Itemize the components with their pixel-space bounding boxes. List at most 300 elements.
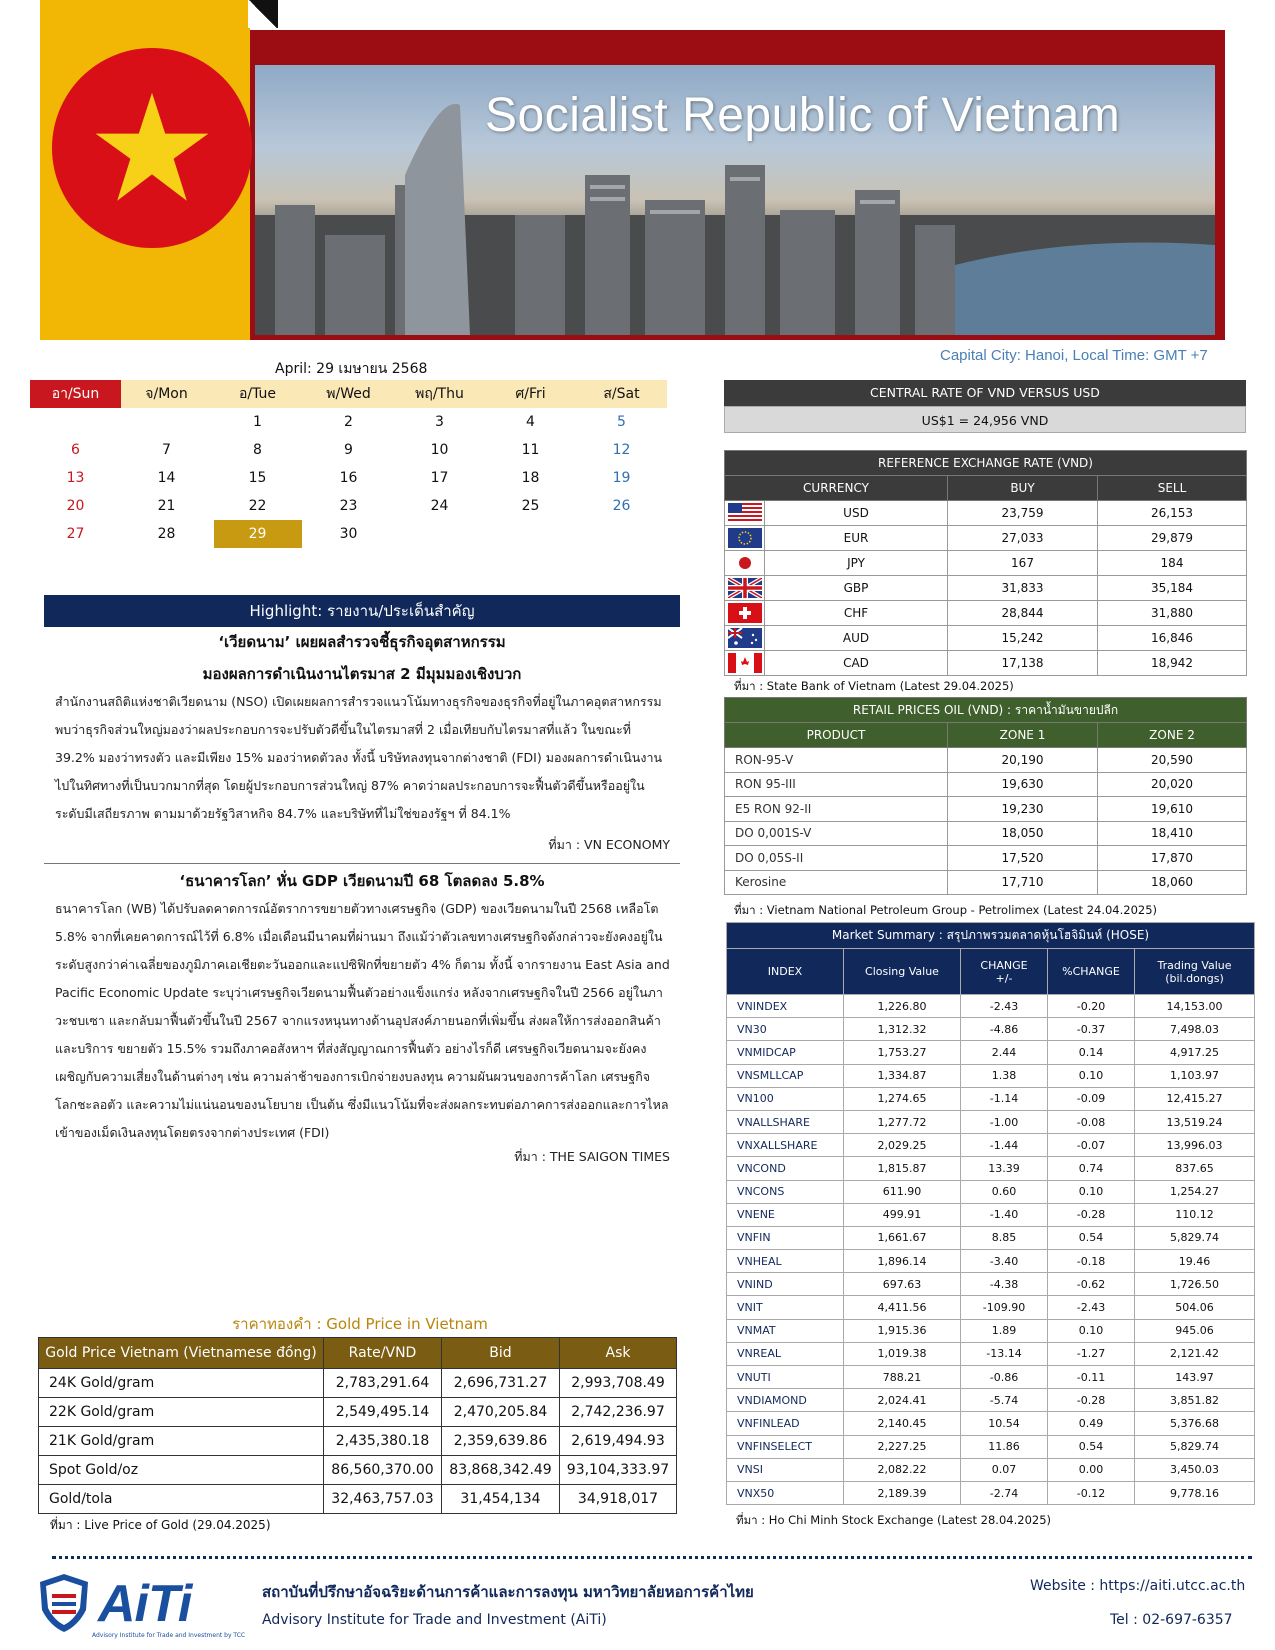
- market-row: [727, 1273, 1255, 1296]
- fx-row: [725, 651, 1247, 676]
- oil-column-row: [725, 723, 1247, 748]
- market-trading-value: 5,829.74: [1135, 1226, 1255, 1249]
- news2-source: ที่มา : THE SAIGON TIMES: [514, 1149, 670, 1164]
- market-closing: 1,019.38: [844, 1342, 961, 1365]
- oil-product: E5 RON 92-II: [725, 797, 948, 822]
- capital-info: Capital City: Hanoi, Local Time: GMT +7: [940, 347, 1208, 364]
- org-name-thai: สถาบันที่ปรึกษาอัจฉริยะด้านการค้าและการลงทุน มหาวิทยาลัยหอการค้าไทย: [262, 1583, 754, 1601]
- market-change: -4.38: [961, 1273, 1048, 1296]
- market-change: -3.40: [961, 1250, 1048, 1273]
- market-index: VNFINSELECT: [727, 1435, 844, 1458]
- market-index: VNDIAMOND: [727, 1389, 844, 1412]
- calendar-day: 7: [162, 442, 171, 458]
- market-pct-change: -0.20: [1048, 995, 1135, 1018]
- market-index: VNENE: [727, 1203, 844, 1226]
- fx-buy: 23,759: [948, 501, 1098, 526]
- calendar-day: 9: [344, 442, 353, 458]
- calendar-day: 4: [526, 414, 535, 430]
- fx-buy: 28,844: [948, 601, 1098, 626]
- calendar-day: [394, 520, 485, 548]
- market-change: -4.86: [961, 1018, 1048, 1041]
- oil-product: DO 0,05S-II: [725, 846, 948, 871]
- market-change: -1.40: [961, 1203, 1048, 1226]
- gold-price-table: [38, 1337, 677, 1514]
- day-header-sun: อา/Sun: [30, 380, 121, 408]
- calendar-week-row: [30, 408, 667, 436]
- ca-flag-icon: [725, 651, 765, 676]
- market-row: [727, 1366, 1255, 1389]
- market-trading-value: 9,778.16: [1135, 1481, 1255, 1504]
- market-change: -1.44: [961, 1134, 1048, 1157]
- calendar-day: 16: [339, 470, 358, 486]
- market-row: [727, 1041, 1255, 1064]
- oil-zone2: 18,410: [1098, 821, 1247, 846]
- market-pct-change: -0.09: [1048, 1087, 1135, 1110]
- market-trading-value: 945.06: [1135, 1319, 1255, 1342]
- market-closing: 4,411.56: [844, 1296, 961, 1319]
- corner-decoration: [248, 0, 278, 28]
- footer-divider: [52, 1556, 1252, 1559]
- market-closing: 611.90: [844, 1180, 961, 1203]
- market-col-index: INDEX: [727, 949, 844, 995]
- market-col-pct: %CHANGE: [1048, 949, 1135, 995]
- oil-zone2: 17,870: [1098, 846, 1247, 871]
- gold-ask: 2,993,708.49: [560, 1369, 677, 1398]
- market-row: [727, 1018, 1255, 1041]
- jp-flag-icon: [725, 551, 765, 576]
- oil-row: [725, 797, 1247, 822]
- news1-source: ที่มา : VN ECONOMY: [548, 837, 670, 852]
- gold-col-rate: Rate/VND: [324, 1338, 442, 1369]
- calendar-day: 24: [430, 498, 449, 514]
- calendar-title: April: 29 เมษายน 2568: [275, 361, 428, 377]
- gold-item: 24K Gold/gram: [39, 1369, 324, 1398]
- market-closing: 1,753.27: [844, 1041, 961, 1064]
- market-trading-value: 837.65: [1135, 1157, 1255, 1180]
- calendar-day: 15: [248, 470, 267, 486]
- market-closing: 2,024.41: [844, 1389, 961, 1412]
- fx-currency: JPY: [765, 551, 948, 576]
- market-pct-change: -0.08: [1048, 1110, 1135, 1133]
- market-pct-change: 0.74: [1048, 1157, 1135, 1180]
- market-row: [727, 1458, 1255, 1481]
- uk-flag-icon: [725, 576, 765, 601]
- calendar-day: 5: [617, 414, 626, 430]
- gold-ask: 2,742,236.97: [560, 1398, 677, 1427]
- market-index: VNFIN: [727, 1226, 844, 1249]
- market-index: VNSI: [727, 1458, 844, 1481]
- gold-bid: 83,868,342.49: [442, 1456, 560, 1485]
- gold-rate: 2,549,495.14: [324, 1398, 442, 1427]
- market-trading-value: 7,498.03: [1135, 1018, 1255, 1041]
- gold-col-name: Gold Price Vietnam (Vietnamese đồng): [39, 1338, 324, 1369]
- fx-sell: 29,879: [1098, 526, 1247, 551]
- market-index: VNALLSHARE: [727, 1110, 844, 1133]
- oil-col-zone1: ZONE 1: [948, 723, 1098, 748]
- calendar-day: 19: [612, 470, 631, 486]
- market-trading-value: 110.12: [1135, 1203, 1255, 1226]
- market-pct-change: 0.54: [1048, 1226, 1135, 1249]
- market-change: -2.74: [961, 1481, 1048, 1504]
- fx-row: [725, 551, 1247, 576]
- market-column-row: [727, 949, 1255, 995]
- market-trading-value: 19.46: [1135, 1250, 1255, 1273]
- market-pct-change: 0.54: [1048, 1435, 1135, 1458]
- calendar-day: 10: [430, 442, 449, 458]
- eu-flag-icon: [725, 526, 765, 551]
- gold-row: [39, 1369, 677, 1398]
- aiti-tagline: Advisory Institute for Trade and Investment by TCC: [92, 1632, 246, 1639]
- calendar-week-row: [30, 436, 667, 464]
- fx-header: REFERENCE EXCHANGE RATE (VND): [725, 451, 1247, 476]
- market-closing: 1,896.14: [844, 1250, 961, 1273]
- market-index: VNFINLEAD: [727, 1412, 844, 1435]
- oil-product: DO 0,001S-V: [725, 821, 948, 846]
- calendar-day: 14: [157, 470, 176, 486]
- calendar-day: 3: [435, 414, 444, 430]
- gold-bid: 2,470,205.84: [442, 1398, 560, 1427]
- fx-row: [725, 601, 1247, 626]
- gold-item: Gold/tola: [39, 1485, 324, 1514]
- calendar-day: 25: [521, 498, 540, 514]
- gold-item: 22K Gold/gram: [39, 1398, 324, 1427]
- market-trading-value: 12,415.27: [1135, 1087, 1255, 1110]
- market-col-change: [961, 949, 1048, 995]
- market-change: 2.44: [961, 1041, 1048, 1064]
- oil-row: [725, 748, 1247, 773]
- market-closing: 2,082.22: [844, 1458, 961, 1481]
- oil-row: [725, 772, 1247, 797]
- oil-zone1: 20,190: [948, 748, 1098, 773]
- market-trading-value: 13,519.24: [1135, 1110, 1255, 1133]
- oil-zone1: 17,520: [948, 846, 1098, 871]
- fx-row: [725, 626, 1247, 651]
- central-rate-header: CENTRAL RATE OF VND VERSUS USD: [724, 380, 1246, 406]
- market-index: VNIND: [727, 1273, 844, 1296]
- market-row: [727, 1389, 1255, 1412]
- market-closing: 499.91: [844, 1203, 961, 1226]
- fx-currency: EUR: [765, 526, 948, 551]
- market-index: VNCOND: [727, 1157, 844, 1180]
- market-summary-table: [726, 922, 1255, 1505]
- fx-sell: 31,880: [1098, 601, 1247, 626]
- market-index: VNREAL: [727, 1342, 844, 1365]
- calendar-day: [212, 520, 303, 548]
- market-pct-change: -1.27: [1048, 1342, 1135, 1365]
- fx-currency: USD: [765, 501, 948, 526]
- market-change: -5.74: [961, 1389, 1048, 1412]
- market-closing: 1,226.80: [844, 995, 961, 1018]
- market-change: 1.38: [961, 1064, 1048, 1087]
- market-trading-value: 4,917.25: [1135, 1041, 1255, 1064]
- market-change: -13.14: [961, 1342, 1048, 1365]
- market-row: [727, 1481, 1255, 1504]
- news2-title: ‘ธนาคารโลก’ หั่น GDP เวียดนามปี 68 โตลดลง 5.8%: [179, 872, 545, 890]
- day-header-mon: จ/Mon: [121, 380, 212, 408]
- market-pct-change: -0.18: [1048, 1250, 1135, 1273]
- fx-sell: 18,942: [1098, 651, 1247, 676]
- fx-col-currency: CURRENCY: [725, 476, 948, 501]
- fx-row: [725, 576, 1247, 601]
- market-source: ที่มา : Ho Chi Minh Stock Exchange (Latest 28.04.2025): [736, 1513, 1052, 1527]
- gold-rate: 32,463,757.03: [324, 1485, 442, 1514]
- market-col-change-sub: +/-: [995, 971, 1013, 985]
- calendar-header-row: [30, 380, 667, 408]
- news1-title-line1: ‘เวียดนาม’ เผยผลสำรวจชี้ธุรกิจอุตสาหกรรม: [218, 633, 506, 651]
- market-index: VNSMLLCAP: [727, 1064, 844, 1087]
- market-closing: 2,029.25: [844, 1134, 961, 1157]
- gold-rate: 86,560,370.00: [324, 1456, 442, 1485]
- market-change: -0.86: [961, 1366, 1048, 1389]
- news2-body: ธนาคารโลก (WB) ได้ปรับลดคาดการณ์อัตราการขยายตัวทางเศรษฐกิจ (GDP) ของเวียดนามในปี 2568 เหลือโต 5.8% จากที่เคยคาดการณ์ไว้ที่ 6.8% เมื่อเดือนมีนาคมที่ผ่านมา ถึงแม้ว่าตัวเลขทางเศรษฐกิจดังกล่าวจะยังคงอยู่ในระดับสูงกว่าค่าเฉลี่ยของภูมิภาคเอเชียตะวันออกและแปซิฟิกที่ขยายตัว 4% ก็ตาม ทั้งนี้ จากรายงาน East Asia and Pacific Economic Update ระบุว่าเศรษฐกิจเวียดนามฟื้นตัวอย่างแข็งแกร่ง หลังจากเศรษฐกิจในปี 2566 อยู่ในภาวะชบเซา และกลับมาฟื้นตัวขึ้นในปี 2567 จากแรงหนุนทางด้านอุปสงค์ภายนอกที่เพิ่มขึ้น ส่งผลให้การส่งออกสินค้าและบริการ ขยายตัว 15.5% รวมถึงภาคอสังหาฯ ที่ส่งสัญญาณการฟื้นตัว อย่างไรก็ดี เศรษฐกิจเวียดนามจะยังคงเผชิญกับความเสี่ยงในด้านต่างๆ เช่น ความล่าช้าของการเบิกจ่ายงบลงทุน ความผันผวนของการค้าโลก เศรษฐกิจโลกชะลอตัว และความไม่แน่นอนของนโยบาย เป็นต้น ซึ่งมีแนวโน้มที่จะส่งผลกระทบต่อภาคการส่งออกและการไหลเข้าของเม็ดเงินลงทุนโดยตรงจากต่างประเทศ (FDI): [55, 901, 670, 1140]
- ch-flag-icon: [725, 601, 765, 626]
- market-pct-change: -0.62: [1048, 1273, 1135, 1296]
- fx-currency: GBP: [765, 576, 948, 601]
- calendar-day: [576, 520, 667, 548]
- fx-buy: 27,033: [948, 526, 1098, 551]
- oil-header: RETAIL PRICES OIL (VND) : ราคาน้ำมันขายปลีก: [725, 698, 1247, 723]
- gold-heading: ราคาทองคำ : Gold Price in Vietnam: [232, 1315, 488, 1333]
- market-trading-value: 3,450.03: [1135, 1458, 1255, 1481]
- website-link[interactable]: Website : https://aiti.utcc.ac.th: [1030, 1578, 1246, 1594]
- market-row: [727, 1110, 1255, 1133]
- market-index: VNCONS: [727, 1180, 844, 1203]
- market-closing: 2,227.25: [844, 1435, 961, 1458]
- oil-product: RON 95-III: [725, 772, 948, 797]
- market-trading-value: 14,153.00: [1135, 995, 1255, 1018]
- oil-zone1: 19,630: [948, 772, 1098, 797]
- calendar-day: 8: [253, 442, 262, 458]
- aiti-wordmark: AiTi: [98, 1575, 192, 1633]
- fx-sell: 184: [1098, 551, 1247, 576]
- market-trading-value: 5,376.68: [1135, 1412, 1255, 1435]
- market-pct-change: 0.14: [1048, 1041, 1135, 1064]
- market-pct-change: -2.43: [1048, 1296, 1135, 1319]
- market-pct-change: 0.10: [1048, 1064, 1135, 1087]
- gold-header-row: [39, 1338, 677, 1369]
- fx-buy: 17,138: [948, 651, 1098, 676]
- gold-ask: 93,104,333.97: [560, 1456, 677, 1485]
- market-index: VNINDEX: [727, 995, 844, 1018]
- calendar-day: 27: [66, 526, 85, 542]
- calendar-week-row: [30, 492, 667, 520]
- fx-buy: 31,833: [948, 576, 1098, 601]
- highlight-header: Highlight: รายงาน/ประเด็นสำคัญ: [44, 595, 680, 627]
- market-row: [727, 1157, 1255, 1180]
- phone-number: Tel : 02-697-6357: [1110, 1612, 1233, 1628]
- oil-zone1: 17,710: [948, 870, 1098, 895]
- day-header-fri: ศ/Fri: [485, 380, 576, 408]
- calendar-week-row: [30, 520, 667, 548]
- gold-row: [39, 1398, 677, 1427]
- oil-zone1: 18,050: [948, 821, 1098, 846]
- news1-body: สำนักงานสถิติแห่งชาติเวียดนาม (NSO) เปิดเผยผลการสำรวจแนวโน้มทางธุรกิจของธุรกิจที่อยู่ในภาคอุตสาหกรรม พบว่าธุรกิจส่วนใหญ่มองว่าผลประกอบการจะปรับตัวดีขึ้นในไตรมาสที่ 2 เมื่อเทียบกับไตรมาสที่แล้ว ในขณะที่ 39.2% มองว่าทรงตัว และมีเพียง 15% มองว่าหดตัวลง ทั้งนี้ บริษัทลงทุนจากต่างชาติ (FDI) มองผลการดำเนินงานไปในทิศทางที่เป็นบวกมากที่สุด โดยผู้ประกอบการส่วนใหญ่ 87% คาดว่าผลประกอบการจะฟื้นตัวดีขึ้นหรืออยู่ในระดับมีเสถียรภาพ ตามมาด้วยรัฐวิสาหกิจ 84.7% และบริษัทที่ไม่ใช่ของรัฐฯ ที่ 84.1%: [55, 694, 663, 821]
- fx-source: ที่มา : State Bank of Vietnam (Latest 29.04.2025): [734, 679, 1014, 693]
- exchange-rate-table: [724, 450, 1247, 676]
- market-trading-value: 1,103.97: [1135, 1064, 1255, 1087]
- star-icon: [92, 88, 212, 208]
- calendar-day: 23: [339, 498, 358, 514]
- market-closing: 2,189.39: [844, 1481, 961, 1504]
- fx-column-row: [725, 476, 1247, 501]
- fx-currency: CHF: [765, 601, 948, 626]
- market-change: 13.39: [961, 1157, 1048, 1180]
- market-col-trading: [1135, 949, 1255, 995]
- oil-row: [725, 870, 1247, 895]
- market-change: 0.60: [961, 1180, 1048, 1203]
- market-pct-change: -0.28: [1048, 1203, 1135, 1226]
- market-row: [727, 1250, 1255, 1273]
- market-closing: 1,312.32: [844, 1018, 961, 1041]
- market-trading-value: 3,851.82: [1135, 1389, 1255, 1412]
- market-index: VNMAT: [727, 1319, 844, 1342]
- market-trading-value: 5,829.74: [1135, 1435, 1255, 1458]
- calendar-day: [121, 408, 212, 436]
- gold-ask: 34,918,017: [560, 1485, 677, 1514]
- oil-product: Kerosine: [725, 870, 948, 895]
- gold-bid: 31,454,134: [442, 1485, 560, 1514]
- market-closing: 788.21: [844, 1366, 961, 1389]
- market-pct-change: 0.00: [1048, 1458, 1135, 1481]
- market-change: 10.54: [961, 1412, 1048, 1435]
- calendar-day: [30, 408, 121, 436]
- market-col-change-label: CHANGE: [980, 958, 1028, 972]
- fx-sell: 16,846: [1098, 626, 1247, 651]
- market-change: -2.43: [961, 995, 1048, 1018]
- market-row: [727, 1064, 1255, 1087]
- market-index: VN100: [727, 1087, 844, 1110]
- day-header-thu: พฤ/Thu: [394, 380, 485, 408]
- market-col-trading-sub: (bil.dongs): [1165, 971, 1224, 985]
- oil-row: [725, 846, 1247, 871]
- market-trading-value: 143.97: [1135, 1366, 1255, 1389]
- gold-bid: 2,359,639.86: [442, 1427, 560, 1456]
- market-pct-change: -0.28: [1048, 1389, 1135, 1412]
- fx-col-buy: BUY: [948, 476, 1098, 501]
- oil-product: RON-95-V: [725, 748, 948, 773]
- gold-row: [39, 1427, 677, 1456]
- market-change: -1.14: [961, 1087, 1048, 1110]
- market-header: Market Summary : สรุปภาพรวมตลาดหุ้นโฮจิมินห์ (HOSE): [727, 923, 1255, 949]
- calendar-day: 26: [612, 498, 631, 514]
- central-rate-value: US$1 = 24,956 VND: [724, 406, 1246, 433]
- market-row: [727, 1226, 1255, 1249]
- calendar-day: 6: [71, 442, 80, 458]
- market-row: [727, 1412, 1255, 1435]
- au-flag-icon: [725, 626, 765, 651]
- gold-row: [39, 1485, 677, 1514]
- market-row: [727, 995, 1255, 1018]
- oil-price-table: [724, 697, 1247, 895]
- calendar-day: 21: [157, 498, 176, 514]
- market-pct-change: -0.07: [1048, 1134, 1135, 1157]
- market-index: VNHEAL: [727, 1250, 844, 1273]
- market-pct-change: 0.10: [1048, 1180, 1135, 1203]
- market-change: -109.90: [961, 1296, 1048, 1319]
- market-row: [727, 1435, 1255, 1458]
- market-closing: 697.63: [844, 1273, 961, 1296]
- today-highlight: 29: [214, 520, 302, 548]
- calendar-day: 12: [612, 442, 631, 458]
- market-row: [727, 1180, 1255, 1203]
- gold-row: [39, 1456, 677, 1485]
- gold-bid: 2,696,731.27: [442, 1369, 560, 1398]
- fx-currency: CAD: [765, 651, 948, 676]
- market-row: [727, 1087, 1255, 1110]
- calendar-day: 1: [253, 414, 262, 430]
- day-header-tue: อ/Tue: [212, 380, 303, 408]
- market-closing: 1,334.87: [844, 1064, 961, 1087]
- vietnam-flag: [52, 48, 252, 248]
- gold-ask: 2,619,494.93: [560, 1427, 677, 1456]
- calendar: [30, 380, 667, 548]
- fx-row: [725, 526, 1247, 551]
- calendar-day: 28: [157, 526, 176, 542]
- fx-buy: 15,242: [948, 626, 1098, 651]
- calendar-day: 2: [344, 414, 353, 430]
- shield-icon: [38, 1572, 90, 1634]
- gold-source: ที่มา : Live Price of Gold (29.04.2025): [50, 1518, 271, 1532]
- market-closing: 2,140.45: [844, 1412, 961, 1435]
- oil-col-zone2: ZONE 2: [1098, 723, 1247, 748]
- calendar-week-row: [30, 464, 667, 492]
- gold-item: Spot Gold/oz: [39, 1456, 324, 1485]
- market-pct-change: -0.11: [1048, 1366, 1135, 1389]
- market-pct-change: -0.12: [1048, 1481, 1135, 1504]
- market-change: -1.00: [961, 1110, 1048, 1133]
- market-row: [727, 1134, 1255, 1157]
- oil-source: ที่มา : Vietnam National Petroleum Group - Petrolimex (Latest 24.04.2025): [734, 903, 1158, 917]
- market-change: 8.85: [961, 1226, 1048, 1249]
- market-col-trading-label: Trading Value: [1157, 958, 1232, 972]
- us-flag-icon: [725, 501, 765, 526]
- news1-title-line2: มองผลการดำเนินงานไตรมาส 2 มีมุมมองเชิงบวก: [202, 665, 522, 683]
- market-closing: 1,815.87: [844, 1157, 961, 1180]
- market-change: 0.07: [961, 1458, 1048, 1481]
- news-divider: [44, 863, 680, 864]
- calendar-day: 13: [66, 470, 85, 486]
- day-header-sat: ส/Sat: [576, 380, 667, 408]
- fx-row: [725, 501, 1247, 526]
- market-row: [727, 1296, 1255, 1319]
- market-closing: 1,277.72: [844, 1110, 961, 1133]
- gold-col-ask: Ask: [560, 1338, 677, 1369]
- market-trading-value: 2,121.42: [1135, 1342, 1255, 1365]
- calendar-day: 30: [339, 526, 358, 542]
- oil-zone1: 19,230: [948, 797, 1098, 822]
- calendar-day: [485, 520, 576, 548]
- market-row: [727, 1342, 1255, 1365]
- market-trading-value: 1,726.50: [1135, 1273, 1255, 1296]
- oil-row: [725, 821, 1247, 846]
- fx-currency: AUD: [765, 626, 948, 651]
- gold-rate: 2,783,291.64: [324, 1369, 442, 1398]
- market-index: VN30: [727, 1018, 844, 1041]
- fx-col-sell: SELL: [1098, 476, 1247, 501]
- market-index: VNMIDCAP: [727, 1041, 844, 1064]
- market-change: 11.86: [961, 1435, 1048, 1458]
- market-index: VNX50: [727, 1481, 844, 1504]
- day-header-wed: พ/Wed: [303, 380, 394, 408]
- market-index: VNUTI: [727, 1366, 844, 1389]
- oil-zone2: 18,060: [1098, 870, 1247, 895]
- market-change: 1.89: [961, 1319, 1048, 1342]
- calendar-day: 18: [521, 470, 540, 486]
- market-pct-change: 0.10: [1048, 1319, 1135, 1342]
- fx-buy: 167: [948, 551, 1098, 576]
- fx-sell: 26,153: [1098, 501, 1247, 526]
- oil-zone2: 20,020: [1098, 772, 1247, 797]
